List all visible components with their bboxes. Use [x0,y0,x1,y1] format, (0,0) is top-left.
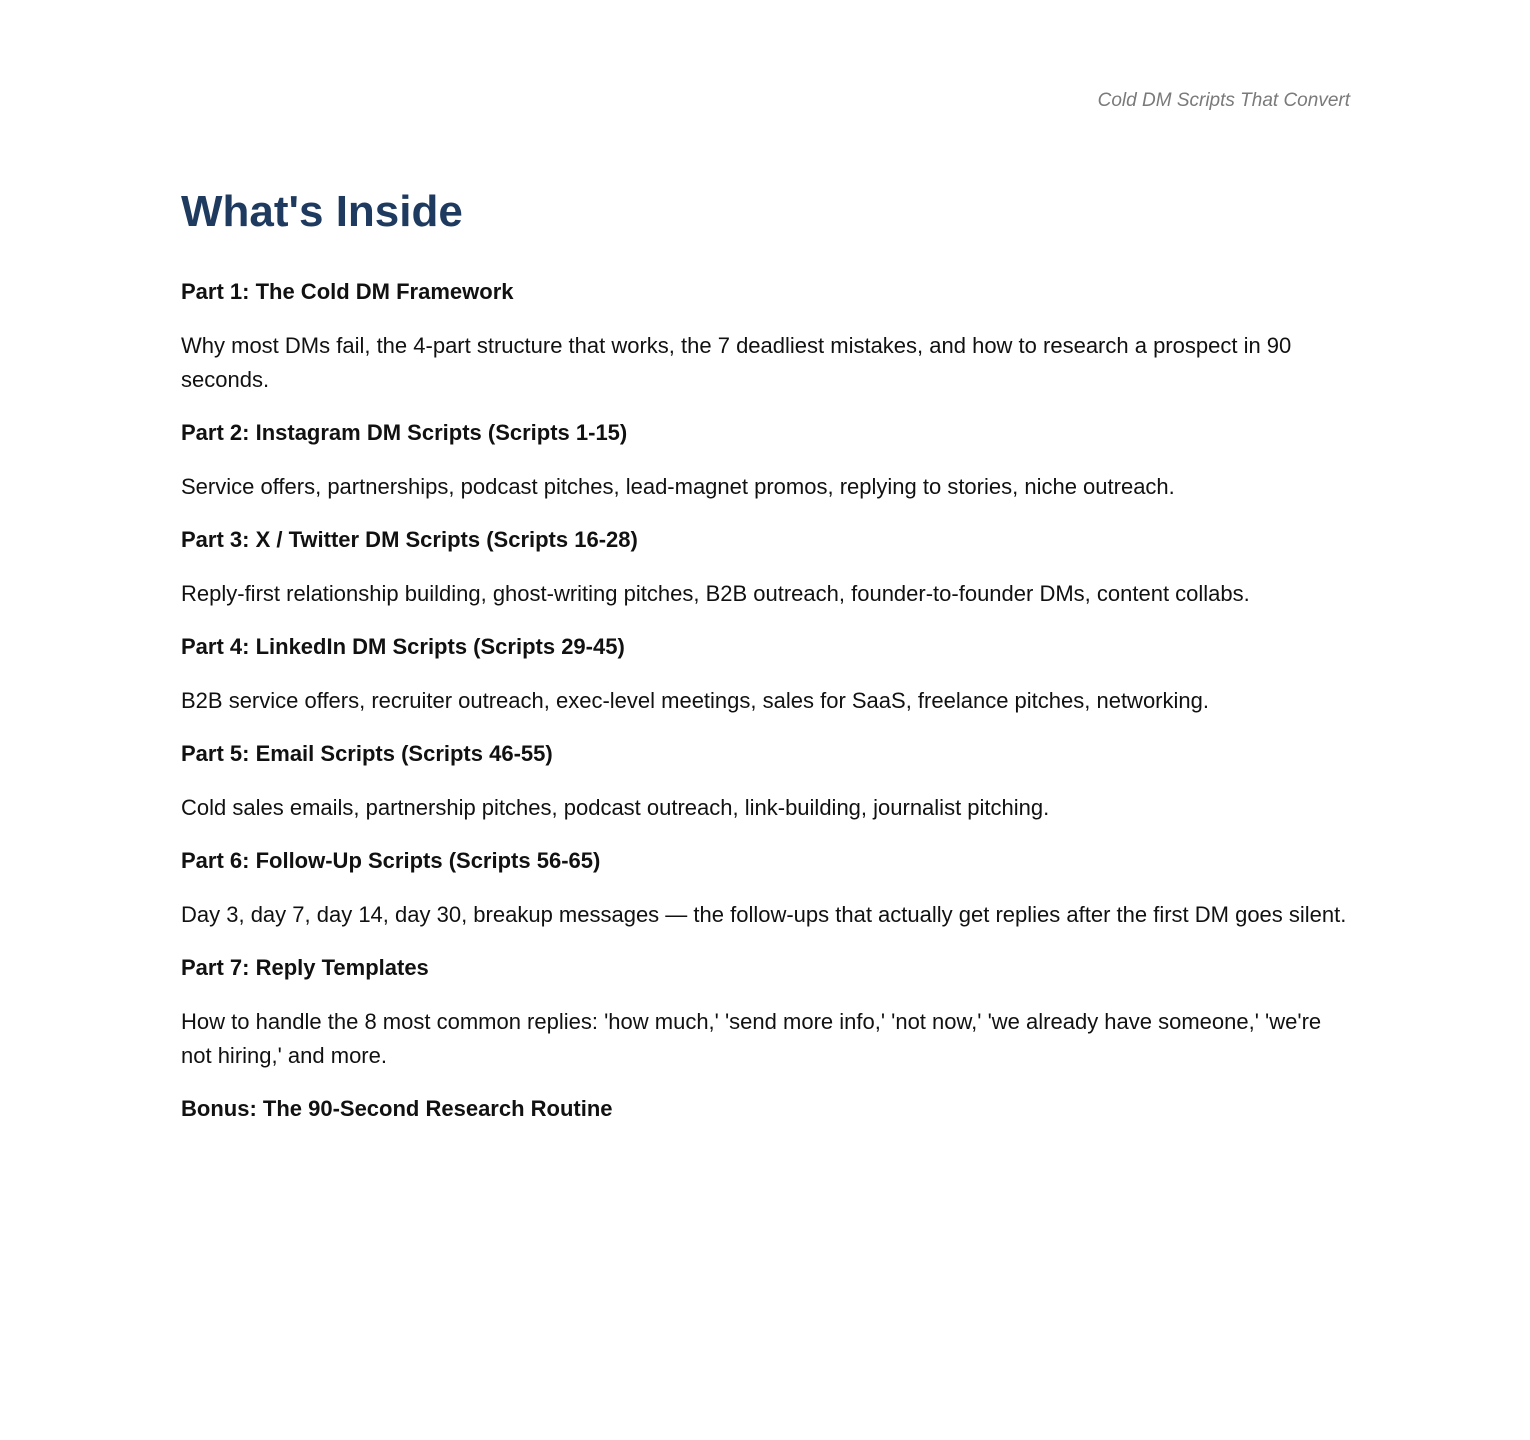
section-part-1 [181,275,1356,397]
section-description: Service offers, partnerships, podcast pitches, lead-magnet promos, replying to stories, niche outreach. [181,474,1175,499]
section-heading: Part 3: X / Twitter DM Scripts (Scripts 16-28) [181,527,638,552]
section-heading: Bonus: The 90-Second Research Routine [181,1096,613,1121]
section-description: Day 3, day 7, day 14, day 30, breakup messages — the follow-ups that actually get replies after the first DM goes silent. [181,902,1347,927]
section-part-7 [181,951,1356,1073]
section-part-4 [181,630,1356,718]
section-description: Cold sales emails, partnership pitches, podcast outreach, link-building, journalist pitching. [181,795,1050,820]
section-part-3 [181,523,1356,611]
page-title: What's Inside [181,187,463,236]
section-description: B2B service offers, recruiter outreach, exec-level meetings, sales for SaaS, freelance pitches, networking. [181,688,1209,713]
section-part-5 [181,737,1356,825]
section-heading: Part 1: The Cold DM Framework [181,279,514,304]
running-header: Cold DM Scripts That Convert [1097,90,1350,111]
section-heading: Part 6: Follow-Up Scripts (Scripts 56-65) [181,848,601,873]
section-description: Reply-first relationship building, ghost-writing pitches, B2B outreach, founder-to-founder DMs, content collabs. [181,581,1250,606]
section-part-2 [181,416,1356,504]
document-body [181,184,1356,1146]
section-heading: Part 2: Instagram DM Scripts (Scripts 1-15) [181,420,628,445]
section-bonus [181,1092,1356,1126]
section-description: Why most DMs fail, the 4-part structure that works, the 7 deadliest mistakes, and how to research a prospect in 90 seconds. [181,333,1292,392]
section-heading: Part 5: Email Scripts (Scripts 46-55) [181,741,553,766]
section-heading: Part 7: Reply Templates [181,955,429,980]
section-heading: Part 4: LinkedIn DM Scripts (Scripts 29-45) [181,634,625,659]
section-part-6 [181,844,1356,932]
section-description: How to handle the 8 most common replies: 'how much,' 'send more info,' 'not now,' 'we already have someone,' 'we're not hiring,' and more. [181,1009,1322,1068]
